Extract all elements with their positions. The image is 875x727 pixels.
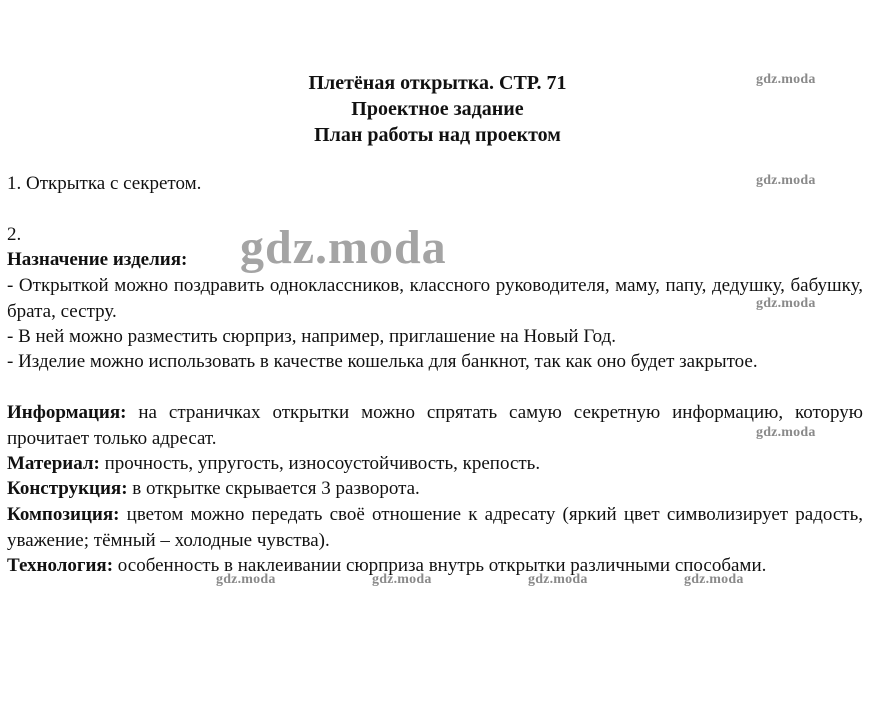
construction-label: Конструкция:: [7, 478, 128, 499]
material-text: прочность, упругость, износоустойчивость, крепость.: [104, 453, 541, 474]
watermark-small: gdz.moda: [684, 572, 744, 587]
watermark-small: gdz.moda: [528, 572, 588, 587]
material-paragraph: [7, 451, 863, 477]
watermark-small: gdz.moda: [216, 572, 276, 587]
technology-label: Технология:: [7, 555, 114, 576]
watermark-small: gdz.moda: [756, 173, 816, 188]
watermark-large: gdz.moda: [240, 221, 447, 274]
information-text: на страничках открытки можно спрятать самую секретную информацию, которую прочитает только адресат.: [7, 402, 863, 449]
material-label: Материал:: [7, 453, 100, 474]
information-paragraph: [7, 400, 863, 451]
page-title: Плетёная открытка. СТР. 71: [308, 72, 567, 94]
watermark-small: gdz.moda: [756, 72, 816, 87]
plan-heading: План работы над проектом: [314, 124, 561, 146]
technology-text: особенность в наклеивании сюрприза внутрь открытки различными способами.: [117, 555, 767, 576]
section-2-number-text: 2.: [7, 224, 22, 245]
composition-text: цветом можно передать своё отношение к адресату (яркий цвет символизирует радость, уважение; тёмный – холодные чувства).: [7, 504, 864, 551]
construction-paragraph: [7, 476, 863, 502]
purpose-item-1: - Открыткой можно поздравить одноклассников, классного руководителя, маму, папу, дедушку, бабушку, брата, сестру.: [7, 275, 863, 322]
composition-paragraph: [7, 502, 863, 553]
section-1: [7, 171, 863, 197]
section-1-text: 1. Открытка с секретом.: [7, 173, 202, 194]
construction-text: в открытке скрывается 3 разворота.: [132, 478, 420, 499]
title-block: [0, 70, 875, 148]
page-subtitle: Проектное задание: [351, 98, 524, 120]
watermark-small: gdz.moda: [372, 572, 432, 587]
watermark-small: gdz.moda: [756, 296, 816, 311]
watermark-small: gdz.moda: [756, 425, 816, 440]
purpose-item-2: - В ней можно разместить сюрприз, например, приглашение на Новый Год.: [7, 326, 617, 347]
information-label: Информация:: [7, 402, 127, 423]
purpose-label: Назначение изделия:: [7, 249, 188, 270]
purpose-item-3: - Изделие можно использовать в качестве кошелька для банкнот, так как оно будет закрытое.: [7, 351, 758, 372]
composition-label: Композиция:: [7, 504, 120, 525]
